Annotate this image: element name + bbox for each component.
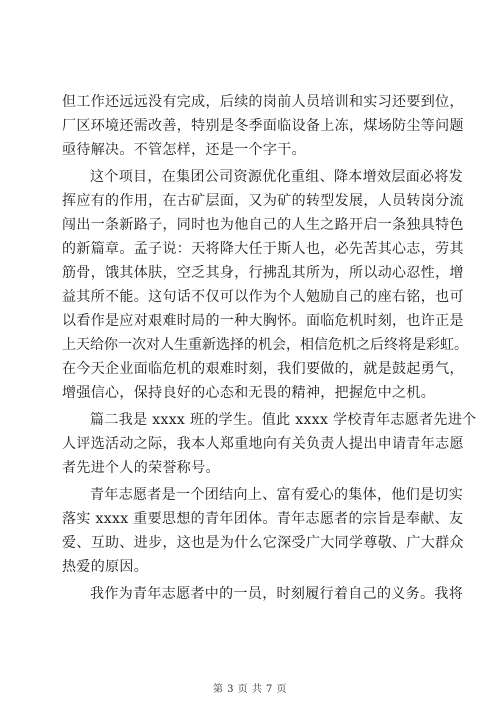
text-line: 的新篇章。孟子说：天将降大任于斯人也，必先苦其心志，劳其 xyxy=(62,241,464,257)
text-line: 筋骨，饿其体肤，空乏其身，行拂乱其所为，所以动心忍性，增 xyxy=(62,265,464,281)
text-line: 闯出一条新路子，同时也为他自己的人生之路开启一条独具特色 xyxy=(62,217,464,233)
text-line: 但工作还远远没有完成，后续的岗前人员培训和实习还要到位， xyxy=(62,94,464,110)
paragraph-start-line: 这个项目，在集团公司资源优化重组、降本增效层面必将发 xyxy=(90,169,464,185)
document-body xyxy=(62,90,477,606)
paragraph-start-line: 我作为青年志愿者中的一员，时刻履行着自己的义务。我将 xyxy=(90,586,464,602)
text-line: 上天给你一次对人生重新选择的机会，相信危机之后终将是彩虹。 xyxy=(62,337,468,353)
text-line: 落实 xxxx 重要思想的青年团体。青年志愿者的宗旨是奉献、友 xyxy=(62,511,464,527)
text-line: 挥应有的作用，在古矿层面，又为矿的转型发展，人员转岗分流 xyxy=(62,193,464,209)
text-line: 亟待解决。不管怎样，还是一个字干。 xyxy=(62,142,306,158)
text-line: 人评选活动之际，我本人郑重地向有关负责人提出申请青年志愿 xyxy=(62,436,464,452)
paragraph-start-line: 青年志愿者是一个团结向上、富有爱心的集体，他们是切实 xyxy=(90,487,464,503)
text-line: 者先进个人的荣誉称号。 xyxy=(62,460,220,476)
paragraph-start-line: 篇二我是 xxxx 班的学生。值此 xxxx 学校青年志愿者先进个 xyxy=(90,412,477,428)
page-number-footer: 第 3 页 共 7 页 xyxy=(212,684,288,695)
text-line: 爱、互助、进步，这也是为什么它深受广大同学尊敬、广大群众 xyxy=(62,535,464,551)
text-line: 增强信心，保持良好的心态和无畏的精神，把握危中之机。 xyxy=(62,385,436,401)
text-line: 热爱的原因。 xyxy=(62,559,149,575)
text-line: 益其所不能。这句话不仅可以作为个人勉励自己的座右铭，也可 xyxy=(62,289,464,305)
text-line: 厂区环境还需改善，特别是冬季面临设备上冻，煤场防尘等问题 xyxy=(62,118,464,134)
text-line: 在今天企业面临危机的艰难时刻，我们要做的，就是鼓起勇气， xyxy=(62,361,464,377)
text-line: 以看作是应对艰难时局的一种大胸怀。面临危机时刻，也许正是 xyxy=(62,313,464,329)
